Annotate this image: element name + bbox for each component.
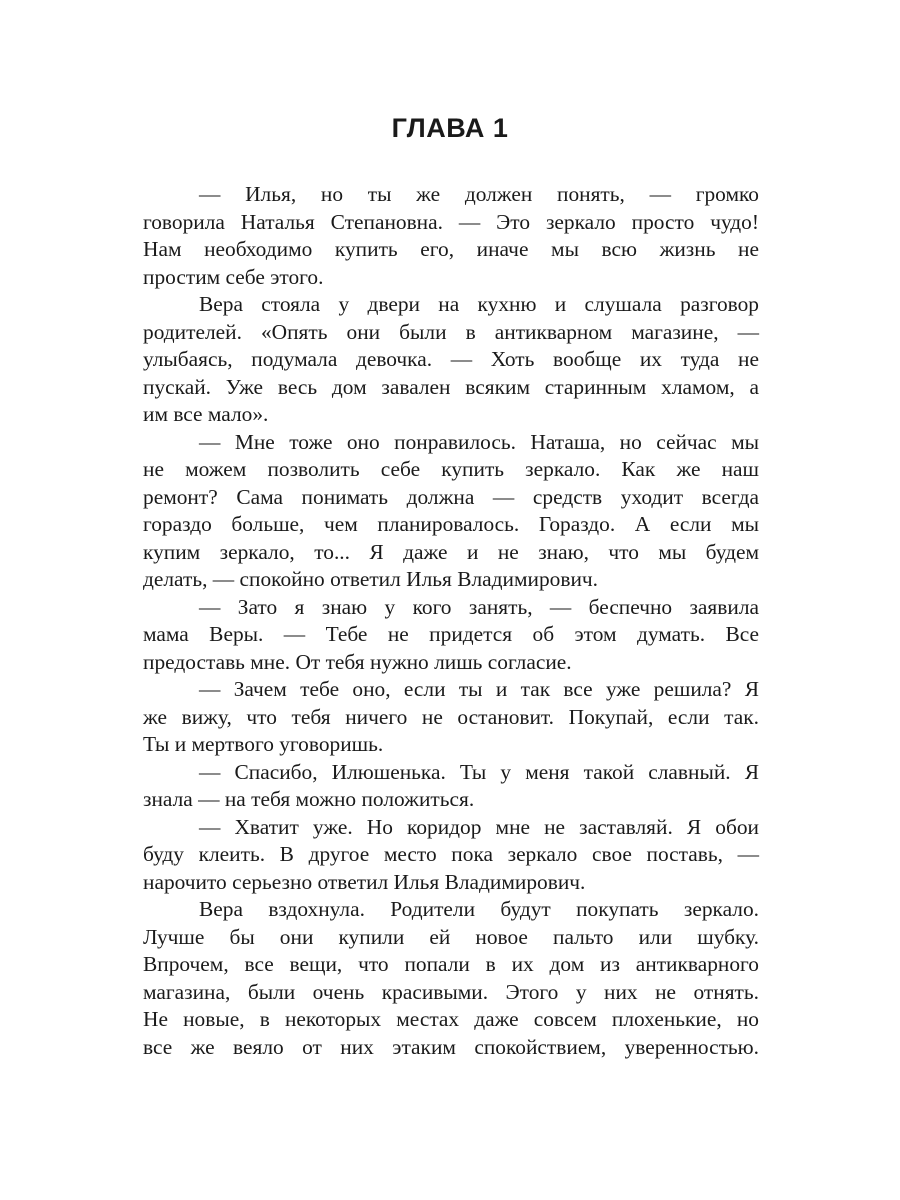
text-line: — Хватит уже. Но коридор мне не заставляй. Я обои bbox=[199, 814, 759, 839]
text-line: купим зеркало, то... Я даже и не знаю, что мы будем bbox=[143, 539, 759, 564]
text-line: магазина, были очень красивыми. Этого у них не отнять. bbox=[143, 979, 759, 1004]
paragraph bbox=[143, 759, 759, 814]
paragraph bbox=[143, 429, 759, 594]
text-line: — Спасибо, Илюшенька. Ты у меня такой славный. Я bbox=[199, 759, 759, 784]
chapter-body bbox=[143, 181, 759, 1061]
text-line: улыбаясь, подумала девочка. — Хоть вообще их туда не bbox=[143, 347, 759, 371]
text-line: ремонт? Сама понимать должна — средств уходит всегда bbox=[143, 484, 759, 509]
paragraph bbox=[143, 896, 759, 1061]
text-line: — Зачем тебе оно, если ты и так все уже решила? Я bbox=[199, 677, 759, 701]
paragraph bbox=[143, 181, 759, 291]
text-line: нарочито серьезно ответил Илья Владимирович. bbox=[143, 869, 586, 894]
text-line: Впрочем, все вещи, что попали в их дом из антикварного bbox=[143, 952, 759, 976]
text-line: — Зато я знаю у кого занять, — беспечно заявила bbox=[199, 594, 759, 619]
text-line: Вера вздохнула. Родители будут покупать зеркало. bbox=[199, 897, 759, 921]
text-line: пускай. Уже весь дом завален всяким старинным хламом, а bbox=[143, 374, 759, 399]
text-line: Лучше бы они купили ей новое пальто или шубку. bbox=[143, 924, 759, 949]
paragraph bbox=[143, 676, 759, 759]
text-line: им все мало». bbox=[143, 402, 269, 426]
text-line: родителей. «Опять они были в антикварном магазине, — bbox=[143, 319, 759, 344]
chapter-title: ГЛАВА 1 bbox=[391, 113, 509, 143]
paragraph bbox=[143, 814, 759, 897]
text-line: Не новые, в некоторых местах даже совсем плохенькие, но bbox=[143, 1007, 759, 1031]
text-line: не можем позволить себе купить зеркало. Как же наш bbox=[143, 457, 759, 481]
text-line: Вера стояла у двери на кухню и слушала разговор bbox=[199, 292, 759, 316]
text-line: буду клеить. В другое место пока зеркало свое поставь, — bbox=[143, 842, 759, 866]
paragraph bbox=[143, 594, 759, 677]
text-line: же вижу, что тебя ничего не остановит. Покупай, если так. bbox=[143, 704, 759, 729]
text-line: все же веяло от них этаким спокойствием, уверенностью. bbox=[143, 1034, 759, 1059]
text-line: — Мне тоже оно понравилось. Наташа, но сейчас мы bbox=[199, 429, 759, 454]
text-line: предоставь мне. От тебя нужно лишь согласие. bbox=[143, 649, 572, 674]
text-line: говорила Наталья Степановна. — Это зеркало просто чудо! bbox=[143, 209, 759, 234]
paragraph bbox=[143, 291, 759, 429]
text-line: знала — на тебя можно положиться. bbox=[143, 787, 475, 811]
text-line: мама Веры. — Тебе не придется об этом думать. Все bbox=[143, 622, 759, 646]
text-line: — Илья, но ты же должен понять, — громко bbox=[199, 182, 759, 206]
text-line: Нам необходимо купить его, иначе мы всю жизнь не bbox=[143, 237, 759, 261]
text-line: делать, — спокойно ответил Илья Владимирович. bbox=[143, 567, 599, 591]
text-line: простим себе этого. bbox=[143, 264, 324, 289]
text-line: гораздо больше, чем планировалось. Гораздо. А если мы bbox=[143, 512, 759, 536]
text-line: Ты и мертвого уговоришь. bbox=[143, 732, 384, 756]
